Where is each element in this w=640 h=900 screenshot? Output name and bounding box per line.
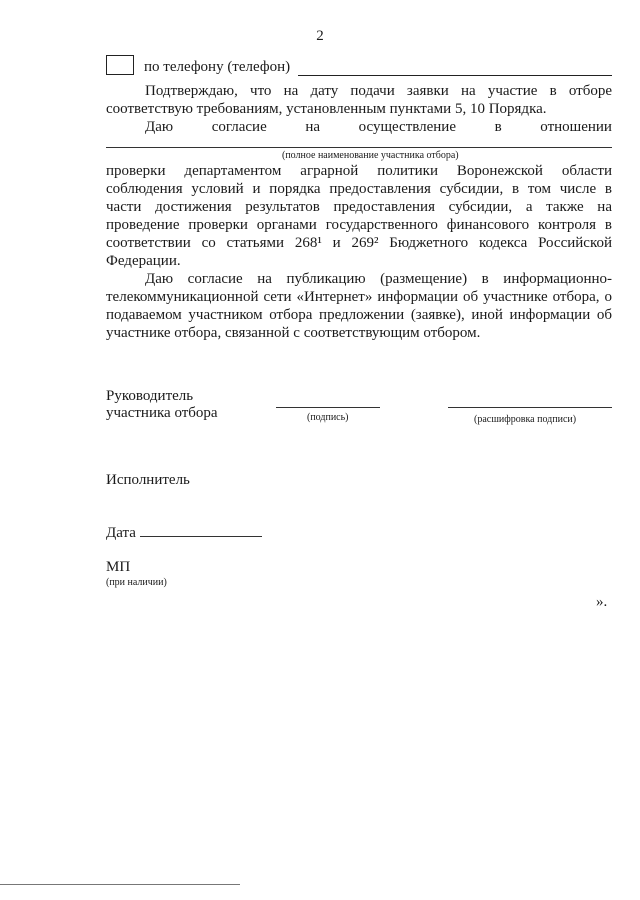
head-label-line1: Руководитель	[106, 388, 194, 404]
page-number: 2	[316, 28, 324, 44]
consent1-first-line	[145, 118, 612, 136]
consent2-line-1: Даю согласие на публикацию (размещение) в информационно-	[145, 271, 612, 287]
consent1-word: в	[494, 119, 502, 135]
consent1-word: отношении	[540, 119, 612, 135]
phone-label: по телефону (телефон)	[144, 59, 291, 75]
consent1-word: согласие	[211, 119, 267, 135]
seal-label: МП	[106, 559, 131, 575]
confirm-line-1: Подтверждаю, что на дату подачи заявки на участие в отборе	[145, 83, 612, 99]
participant-name-line[interactable]	[106, 147, 612, 148]
seal-caption: (при наличии)	[106, 577, 167, 588]
consent2-line-4: участнике отбора, связанной с соответствующим отбором.	[106, 325, 481, 341]
phone-checkbox[interactable]	[106, 55, 134, 75]
consent1-word: осуществление	[358, 119, 456, 135]
closing-quote: ».	[596, 594, 608, 610]
consent1-word: Даю	[145, 119, 174, 135]
signature-caption: (подпись)	[307, 412, 349, 423]
consent2-line-3: подаваемом участником отбора предложении (заявке), иной информации об	[106, 307, 612, 323]
consent2-line-2: телекоммуникационной сети «Интернет» информации об участнике отбора, о	[106, 289, 612, 305]
consent1-line-7: Федерации.	[106, 253, 181, 269]
date-fill-line[interactable]	[140, 524, 262, 537]
consent1-word: на	[305, 119, 321, 135]
consent1-line-3: соблюдения условий и порядка предоставления субсидии, в том числе в	[106, 181, 612, 197]
head-label-line2: участника отбора	[106, 405, 218, 421]
phone-fill-line[interactable]	[298, 75, 612, 76]
date-label: Дата	[106, 525, 136, 541]
consent1-line-6: соответствии со статьями 268¹ и 269² Бюджетного кодекса Российской	[106, 235, 612, 251]
signature-decode-caption: (расшифровка подписи)	[474, 414, 577, 425]
signature-line[interactable]	[276, 407, 380, 408]
consent1-line-5: проведение проверки органами государственного финансового контроля в	[106, 217, 612, 233]
executor-label: Исполнитель	[106, 472, 190, 488]
participant-name-caption: (полное наименование участника отбора)	[282, 150, 459, 161]
confirm-line-2: соответствую требованиям, установленным пунктами 5, 10 Порядка.	[106, 101, 547, 117]
footnote-separator	[0, 884, 240, 885]
consent1-line-4: части достижения результатов предоставления субсидии, а также на	[106, 199, 612, 215]
signature-decode-line[interactable]	[448, 407, 612, 408]
date-row	[106, 524, 262, 542]
consent1-line-2: проверки департаментом аграрной политики Воронежской области	[106, 163, 612, 179]
